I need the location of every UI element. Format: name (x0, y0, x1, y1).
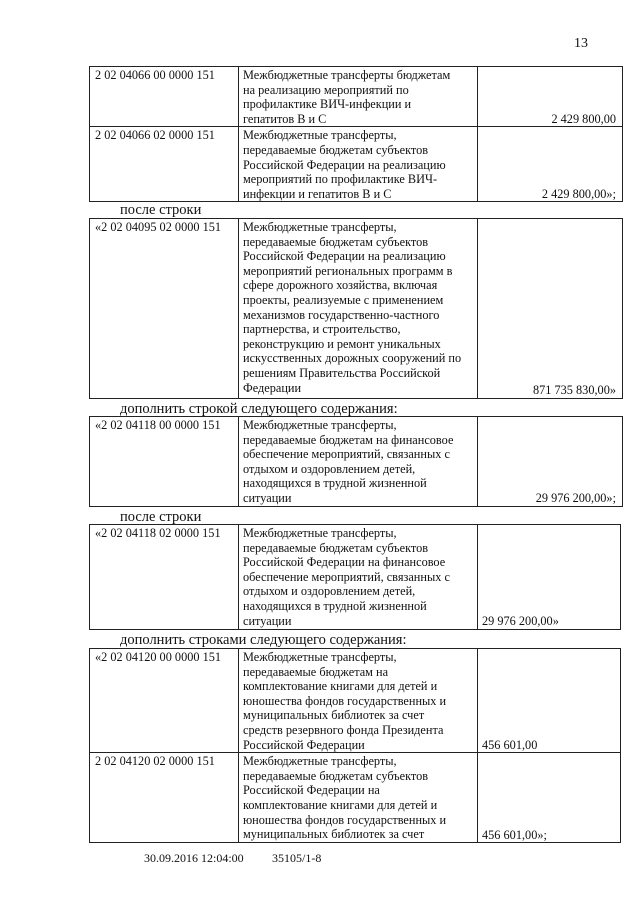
description-line: находящихся в трудной жизненной (243, 476, 427, 491)
description-line: передаваемые бюджетам субъектов (243, 234, 429, 249)
description-line: Российской Федерации на реализацию (243, 157, 446, 172)
description-line: передаваемые бюджетам субъектов (243, 540, 429, 555)
description-line: муниципальных библиотек за счет (243, 708, 425, 723)
table-row (90, 649, 621, 753)
amount-cell: 29 976 200,00» (478, 525, 621, 630)
footer-document-id: 35105/1-8 (272, 851, 322, 865)
description-line: комплектование книгами для детей и (243, 679, 438, 694)
description-line: Российской Федерации на реализацию (243, 249, 446, 264)
amount-cell: 456 601,00»; (478, 753, 621, 843)
budget-code-cell: «2 02 04120 00 0000 151 (90, 649, 239, 753)
budget-table-4 (89, 648, 621, 843)
description-line: передаваемые бюджетам на финансовое (243, 432, 454, 447)
footer-datetime: 30.09.2016 12:04:00 (144, 851, 244, 865)
table-row (90, 417, 623, 507)
description-line: искусственных дорожных сооружений по (243, 351, 462, 366)
table-row (90, 67, 623, 127)
description-line: передаваемые бюджетам субъектов (243, 142, 429, 157)
description-line: проекты, реализуемые с применением (243, 292, 444, 307)
description-line: обеспечение мероприятий, связанных с (243, 447, 450, 462)
description-line: ситуации (243, 490, 292, 505)
description-line: юношества фондов государственных и (243, 812, 447, 827)
amount-cell: 2 429 800,00 (478, 67, 623, 127)
description-cell (239, 753, 478, 843)
amount-cell: 871 735 830,00» (478, 219, 623, 399)
table-row (90, 127, 623, 202)
description-line: средств резервного фонда Президента (243, 722, 444, 737)
description-cell (239, 219, 478, 399)
description-line: Межбюджетные трансферты, (243, 128, 397, 143)
table-row (90, 753, 621, 843)
description-line: Межбюджетные трансферты, (243, 754, 397, 769)
budget-code-cell: «2 02 04118 02 0000 151 (90, 525, 239, 630)
description-line: Межбюджетные трансферты, (243, 220, 397, 234)
description-cell (239, 417, 478, 507)
budget-table-2 (89, 416, 623, 507)
description-line: ситуации (243, 613, 292, 628)
budget-code-cell: 2 02 04066 00 0000 151 (90, 67, 239, 127)
description-line: Межбюджетные трансферты, (243, 526, 397, 540)
description-line: мероприятий по профилактике ВИЧ- (243, 172, 438, 187)
table-row (90, 525, 621, 630)
description-line: юношества фондов государственных и (243, 693, 447, 708)
description-line: решениям Правительства Российской (243, 365, 441, 380)
table-row (90, 219, 623, 399)
description-line: реконструкцию и ремонт уникальных (243, 336, 441, 351)
description-line: гепатитов В и С (243, 111, 327, 126)
budget-code-cell: «2 02 04095 02 0000 151 (90, 219, 239, 399)
description-line: на реализацию мероприятий по (243, 82, 409, 97)
description-line: Российской Федерации (243, 737, 365, 752)
instruction-phrase: после строки (120, 202, 202, 218)
description-line: Межбюджетные трансферты, (243, 650, 397, 664)
description-line: комплектование книгами для детей и (243, 797, 438, 812)
description-line: Федерации (243, 380, 302, 395)
instruction-phrase: дополнить строкой следующего содержания: (120, 401, 398, 417)
description-cell (239, 127, 478, 202)
description-line: обеспечение мероприятий, связанных с (243, 569, 450, 584)
amount-cell: 2 429 800,00»; (478, 127, 623, 202)
description-line: мероприятий региональных программ в (243, 263, 453, 278)
description-line: Российской Федерации на (243, 783, 380, 798)
description-line: профилактике ВИЧ-инфекции и (243, 97, 412, 112)
description-line: передаваемые бюджетам на (243, 664, 389, 679)
description-line: находящихся в трудной жизненной (243, 598, 427, 613)
budget-code-cell: 2 02 04066 02 0000 151 (90, 127, 239, 202)
description-line: сфере дорожного хозяйства, включая (243, 278, 438, 293)
budget-code-cell: 2 02 04120 02 0000 151 (90, 753, 239, 843)
amount-cell: 29 976 200,00»; (478, 417, 623, 507)
budget-table-0 (89, 66, 623, 202)
description-cell (239, 525, 478, 630)
description-line: партнерства, и строительство, (243, 322, 401, 337)
description-line: муниципальных библиотек за счет (243, 827, 425, 842)
description-line: отдыхом и оздоровлением детей, (243, 461, 416, 476)
description-line: Российской Федерации на финансовое (243, 555, 446, 570)
description-line: Межбюджетные трансферты бюджетам (243, 68, 451, 82)
description-line: передаваемые бюджетам субъектов (243, 768, 429, 783)
budget-code-cell: «2 02 04118 00 0000 151 (90, 417, 239, 507)
instruction-phrase: после строки (120, 509, 202, 525)
amount-cell: 456 601,00 (478, 649, 621, 753)
budget-table-3 (89, 524, 621, 630)
description-line: инфекции и гепатитов В и С (243, 186, 392, 201)
description-line: отдыхом и оздоровлением детей, (243, 584, 416, 599)
page-number: 13 (574, 36, 588, 51)
description-cell (239, 649, 478, 753)
instruction-phrase: дополнить строками следующего содержания: (120, 632, 407, 648)
description-cell (239, 67, 478, 127)
description-line: Межбюджетные трансферты, (243, 418, 397, 432)
description-line: механизмов государственно-частного (243, 307, 440, 322)
budget-table-1 (89, 218, 623, 399)
